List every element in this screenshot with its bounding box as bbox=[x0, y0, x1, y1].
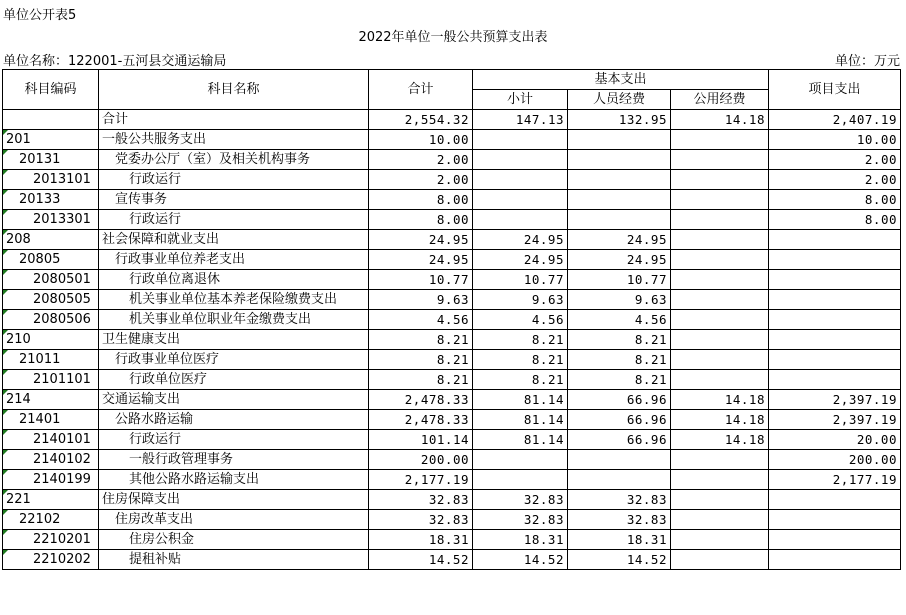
cell-subtotal: 4.56 bbox=[473, 310, 568, 330]
header-project: 项目支出 bbox=[769, 70, 901, 110]
header-code: 科目编码 bbox=[3, 70, 99, 110]
cell-name: 住房保障支出 bbox=[99, 490, 369, 510]
cell-public bbox=[671, 370, 769, 390]
cell-personnel: 132.95 bbox=[568, 110, 671, 130]
cell-name: 公路水路运输 bbox=[99, 410, 369, 430]
cell-total: 200.00 bbox=[369, 450, 473, 470]
cell-project: 20.00 bbox=[769, 430, 901, 450]
cell-total: 8.21 bbox=[369, 330, 473, 350]
table-row bbox=[3, 370, 901, 390]
cell-subtotal: 8.21 bbox=[473, 330, 568, 350]
cell-project: 200.00 bbox=[769, 450, 901, 470]
cell-total: 8.00 bbox=[369, 190, 473, 210]
budget-table bbox=[2, 69, 901, 570]
cell-code: 21401 bbox=[3, 410, 99, 430]
table-row bbox=[3, 170, 901, 190]
cell-project bbox=[769, 490, 901, 510]
cell-total: 8.21 bbox=[369, 370, 473, 390]
cell-name: 行政运行 bbox=[99, 170, 369, 190]
cell-personnel bbox=[568, 130, 671, 150]
cell-project bbox=[769, 350, 901, 370]
cell-code: 2210201 bbox=[3, 530, 99, 550]
cell-subtotal: 32.83 bbox=[473, 510, 568, 530]
cell-personnel: 66.96 bbox=[568, 390, 671, 410]
table-row bbox=[3, 210, 901, 230]
cell-personnel bbox=[568, 210, 671, 230]
cell-project bbox=[769, 330, 901, 350]
cell-personnel bbox=[568, 450, 671, 470]
cell-name: 合计 bbox=[99, 110, 369, 130]
cell-total: 32.83 bbox=[369, 510, 473, 530]
cell-public: 14.18 bbox=[671, 110, 769, 130]
cell-total: 32.83 bbox=[369, 490, 473, 510]
cell-personnel bbox=[568, 190, 671, 210]
cell-total: 10.77 bbox=[369, 270, 473, 290]
cell-public bbox=[671, 510, 769, 530]
cell-public bbox=[671, 190, 769, 210]
cell-subtotal bbox=[473, 210, 568, 230]
cell-code: 201 bbox=[3, 130, 99, 150]
cell-public bbox=[671, 550, 769, 570]
cell-name: 行政事业单位医疗 bbox=[99, 350, 369, 370]
cell-total: 2,478.33 bbox=[369, 410, 473, 430]
table-row bbox=[3, 470, 901, 490]
cell-name: 卫生健康支出 bbox=[99, 330, 369, 350]
cell-personnel: 4.56 bbox=[568, 310, 671, 330]
cell-subtotal: 18.31 bbox=[473, 530, 568, 550]
cell-name: 住房公积金 bbox=[99, 530, 369, 550]
cell-subtotal: 24.95 bbox=[473, 230, 568, 250]
cell-personnel: 10.77 bbox=[568, 270, 671, 290]
cell-personnel: 66.96 bbox=[568, 430, 671, 450]
cell-code: 2210202 bbox=[3, 550, 99, 570]
cell-code: 21011 bbox=[3, 350, 99, 370]
cell-personnel: 18.31 bbox=[568, 530, 671, 550]
cell-total: 2,478.33 bbox=[369, 390, 473, 410]
table-row bbox=[3, 230, 901, 250]
table-row bbox=[3, 350, 901, 370]
cell-subtotal bbox=[473, 130, 568, 150]
cell-personnel: 32.83 bbox=[568, 510, 671, 530]
table-row bbox=[3, 450, 901, 470]
cell-name: 一般公共服务支出 bbox=[99, 130, 369, 150]
cell-name: 住房改革支出 bbox=[99, 510, 369, 530]
cell-project: 8.00 bbox=[769, 210, 901, 230]
cell-personnel: 24.95 bbox=[568, 250, 671, 270]
table-row bbox=[3, 550, 901, 570]
cell-subtotal: 9.63 bbox=[473, 290, 568, 310]
cell-public bbox=[671, 470, 769, 490]
cell-code: 208 bbox=[3, 230, 99, 250]
table-row bbox=[3, 310, 901, 330]
cell-subtotal: 10.77 bbox=[473, 270, 568, 290]
table-row bbox=[3, 250, 901, 270]
cell-name: 机关事业单位职业年金缴费支出 bbox=[99, 310, 369, 330]
cell-code: 210 bbox=[3, 330, 99, 350]
cell-public bbox=[671, 490, 769, 510]
cell-subtotal bbox=[473, 450, 568, 470]
cell-code: 2140102 bbox=[3, 450, 99, 470]
cell-personnel: 8.21 bbox=[568, 330, 671, 350]
cell-name: 其他公路水路运输支出 bbox=[99, 470, 369, 490]
cell-total: 8.00 bbox=[369, 210, 473, 230]
cell-total: 2,554.32 bbox=[369, 110, 473, 130]
cell-project: 10.00 bbox=[769, 130, 901, 150]
cell-subtotal bbox=[473, 190, 568, 210]
header-subtotal: 小计 bbox=[473, 90, 568, 110]
cell-total: 24.95 bbox=[369, 250, 473, 270]
cell-total: 14.52 bbox=[369, 550, 473, 570]
table-row bbox=[3, 490, 901, 510]
cell-project bbox=[769, 550, 901, 570]
cell-public bbox=[671, 530, 769, 550]
cell-total: 10.00 bbox=[369, 130, 473, 150]
cell-total: 18.31 bbox=[369, 530, 473, 550]
cell-total: 2.00 bbox=[369, 170, 473, 190]
cell-public bbox=[671, 230, 769, 250]
table-row bbox=[3, 130, 901, 150]
cell-code: 2140199 bbox=[3, 470, 99, 490]
cell-code: 20805 bbox=[3, 250, 99, 270]
cell-subtotal: 8.21 bbox=[473, 370, 568, 390]
cell-code: 2080505 bbox=[3, 290, 99, 310]
cell-project bbox=[769, 310, 901, 330]
cell-project bbox=[769, 510, 901, 530]
table-row bbox=[3, 510, 901, 530]
cell-project bbox=[769, 370, 901, 390]
cell-total: 8.21 bbox=[369, 350, 473, 370]
cell-public: 14.18 bbox=[671, 390, 769, 410]
cell-name: 社会保障和就业支出 bbox=[99, 230, 369, 250]
cell-project bbox=[769, 230, 901, 250]
cell-public: 14.18 bbox=[671, 410, 769, 430]
table-row bbox=[3, 150, 901, 170]
cell-name: 提租补贴 bbox=[99, 550, 369, 570]
cell-name: 党委办公厅（室）及相关机构事务 bbox=[99, 150, 369, 170]
page-title: 2022年单位一般公共预算支出表 bbox=[358, 30, 548, 45]
cell-public bbox=[671, 330, 769, 350]
cell-subtotal bbox=[473, 150, 568, 170]
cell-personnel: 8.21 bbox=[568, 370, 671, 390]
unit-name: 单位名称：122001-五河县交通运输局 bbox=[3, 54, 227, 69]
cell-project: 2,407.19 bbox=[769, 110, 901, 130]
cell-total: 101.14 bbox=[369, 430, 473, 450]
cell-code bbox=[3, 110, 99, 130]
cell-subtotal: 24.95 bbox=[473, 250, 568, 270]
cell-total: 24.95 bbox=[369, 230, 473, 250]
cell-subtotal: 147.13 bbox=[473, 110, 568, 130]
cell-personnel: 32.83 bbox=[568, 490, 671, 510]
cell-subtotal bbox=[473, 470, 568, 490]
cell-public bbox=[671, 290, 769, 310]
cell-personnel bbox=[568, 150, 671, 170]
cell-code: 20131 bbox=[3, 150, 99, 170]
cell-total: 2.00 bbox=[369, 150, 473, 170]
cell-subtotal: 32.83 bbox=[473, 490, 568, 510]
cell-project: 2.00 bbox=[769, 150, 901, 170]
cell-public bbox=[671, 310, 769, 330]
cell-public bbox=[671, 350, 769, 370]
cell-public bbox=[671, 450, 769, 470]
cell-name: 行政单位离退休 bbox=[99, 270, 369, 290]
table-body bbox=[3, 110, 901, 570]
cell-project bbox=[769, 270, 901, 290]
cell-code: 214 bbox=[3, 390, 99, 410]
table-row bbox=[3, 330, 901, 350]
header-public: 公用经费 bbox=[671, 90, 769, 110]
table-row bbox=[3, 190, 901, 210]
cell-name: 机关事业单位基本养老保险缴费支出 bbox=[99, 290, 369, 310]
cell-project: 2,397.19 bbox=[769, 390, 901, 410]
header-basic: 基本支出 bbox=[473, 70, 769, 90]
cell-code: 2101101 bbox=[3, 370, 99, 390]
cell-name: 行政事业单位养老支出 bbox=[99, 250, 369, 270]
cell-public bbox=[671, 250, 769, 270]
table-row bbox=[3, 410, 901, 430]
header-personnel: 人员经费 bbox=[568, 90, 671, 110]
cell-personnel: 9.63 bbox=[568, 290, 671, 310]
cell-code: 20133 bbox=[3, 190, 99, 210]
cell-name: 行政运行 bbox=[99, 430, 369, 450]
cell-personnel: 24.95 bbox=[568, 230, 671, 250]
cell-public bbox=[671, 210, 769, 230]
cell-public bbox=[671, 270, 769, 290]
cell-subtotal: 81.14 bbox=[473, 410, 568, 430]
cell-personnel bbox=[568, 470, 671, 490]
sheet-label: 单位公开表5 bbox=[3, 8, 77, 23]
cell-code: 2140101 bbox=[3, 430, 99, 450]
cell-name: 行政运行 bbox=[99, 210, 369, 230]
cell-project: 2,177.19 bbox=[769, 470, 901, 490]
cell-project: 8.00 bbox=[769, 190, 901, 210]
cell-project bbox=[769, 250, 901, 270]
header-total: 合计 bbox=[369, 70, 473, 110]
cell-project: 2.00 bbox=[769, 170, 901, 190]
cell-name: 一般行政管理事务 bbox=[99, 450, 369, 470]
cell-code: 221 bbox=[3, 490, 99, 510]
cell-project: 2,397.19 bbox=[769, 410, 901, 430]
header-name: 科目名称 bbox=[99, 70, 369, 110]
cell-name: 交通运输支出 bbox=[99, 390, 369, 410]
cell-code: 2080506 bbox=[3, 310, 99, 330]
table-row bbox=[3, 390, 901, 410]
cell-personnel: 14.52 bbox=[568, 550, 671, 570]
cell-subtotal: 14.52 bbox=[473, 550, 568, 570]
table-row bbox=[3, 430, 901, 450]
cell-personnel: 66.96 bbox=[568, 410, 671, 430]
cell-personnel: 8.21 bbox=[568, 350, 671, 370]
cell-name: 行政单位医疗 bbox=[99, 370, 369, 390]
cell-public bbox=[671, 150, 769, 170]
table-row bbox=[3, 110, 901, 130]
cell-code: 22102 bbox=[3, 510, 99, 530]
cell-total: 4.56 bbox=[369, 310, 473, 330]
cell-total: 9.63 bbox=[369, 290, 473, 310]
unit-label: 单位：万元 bbox=[834, 54, 900, 69]
cell-personnel bbox=[568, 170, 671, 190]
cell-subtotal bbox=[473, 170, 568, 190]
cell-subtotal: 81.14 bbox=[473, 390, 568, 410]
cell-name: 宣传事务 bbox=[99, 190, 369, 210]
cell-code: 2013101 bbox=[3, 170, 99, 190]
table-row bbox=[3, 290, 901, 310]
cell-project bbox=[769, 290, 901, 310]
table-row bbox=[3, 530, 901, 550]
cell-code: 2013301 bbox=[3, 210, 99, 230]
cell-total: 2,177.19 bbox=[369, 470, 473, 490]
table-row bbox=[3, 270, 901, 290]
cell-code: 2080501 bbox=[3, 270, 99, 290]
cell-public: 14.18 bbox=[671, 430, 769, 450]
cell-project bbox=[769, 530, 901, 550]
cell-public bbox=[671, 170, 769, 190]
cell-subtotal: 8.21 bbox=[473, 350, 568, 370]
cell-subtotal: 81.14 bbox=[473, 430, 568, 450]
cell-public bbox=[671, 130, 769, 150]
